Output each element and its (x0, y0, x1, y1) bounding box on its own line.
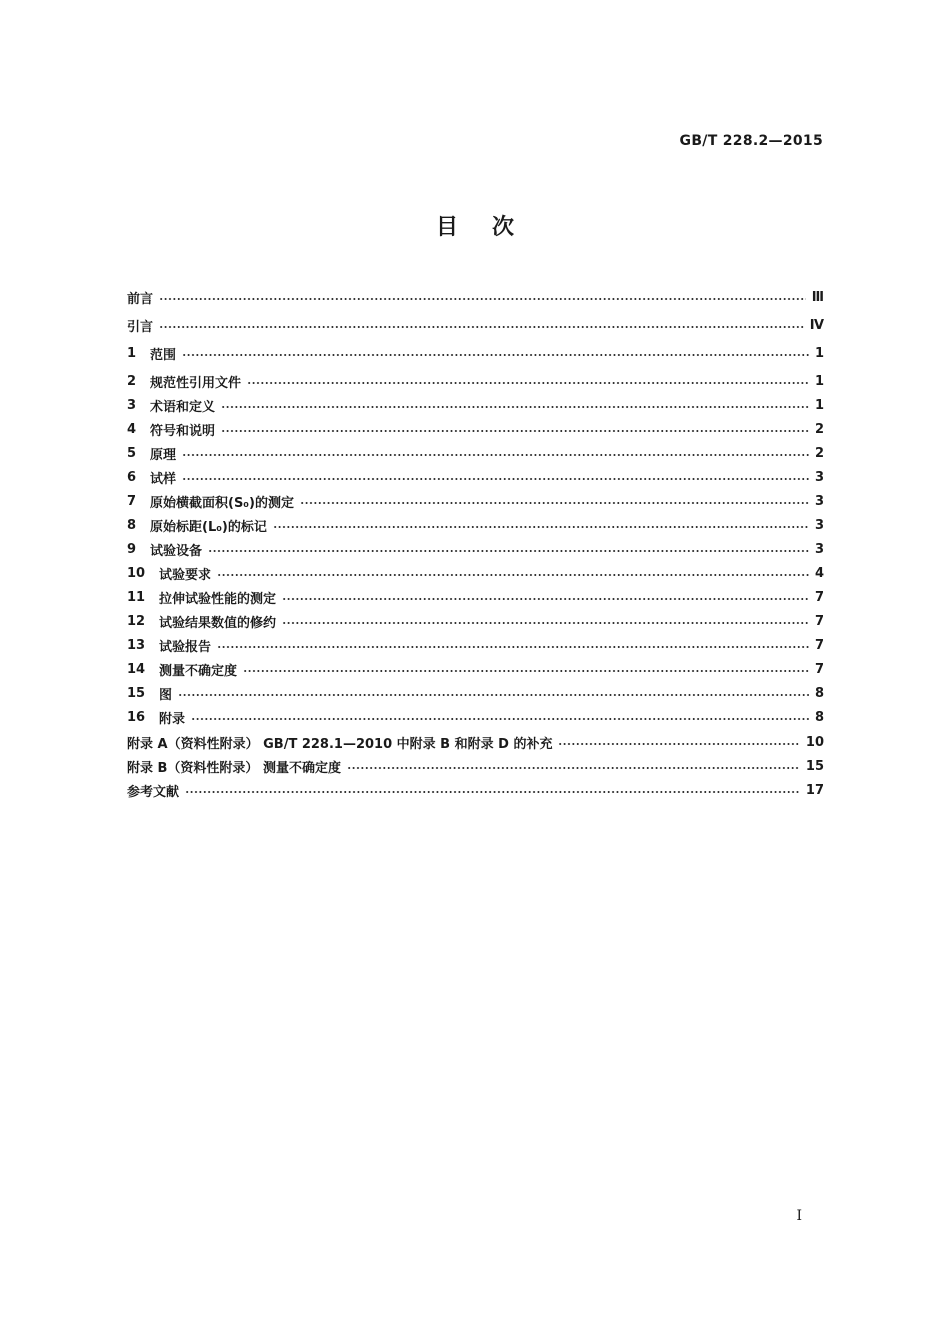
toc-page-number: 1 (814, 373, 824, 389)
toc-entry-text: 原始横截面积(S₀)的测定 (150, 495, 294, 511)
toc-entry-7[interactable] (127, 490, 824, 512)
toc-entry-13[interactable] (127, 634, 824, 656)
toc-entry-number: 11 (127, 589, 146, 605)
toc-page-number: 10 (805, 734, 824, 750)
toc-entry-number: 7 (127, 493, 137, 509)
toc-dot-leader (558, 743, 799, 745)
toc-dot-leader (282, 598, 809, 600)
toc-dot-leader (221, 406, 809, 408)
toc-dot-leader (282, 622, 809, 624)
toc-page-number: 8 (814, 709, 824, 725)
toc-entry-text: 原理 (150, 447, 177, 463)
toc-entry-10[interactable] (127, 562, 824, 584)
toc-entry-16[interactable] (127, 706, 824, 728)
toc-entry-number: 13 (127, 637, 146, 653)
toc-entry-annex-a[interactable] (127, 731, 824, 753)
toc-entry-6[interactable] (127, 466, 824, 488)
toc-entry-text: 试验报告 (159, 639, 212, 655)
toc-entry-text: 附录 A（资料性附录） GB/T 228.1—2010 中附录 B 和附录 D 的补充 (127, 736, 553, 752)
toc-entry-text: 参考文献 (127, 784, 180, 800)
toc-page-number: 2 (814, 445, 824, 461)
toc-entry-number: 16 (127, 709, 146, 725)
toc-dot-leader (191, 718, 809, 720)
toc-entry-2[interactable] (127, 370, 824, 392)
toc-entry-3[interactable] (127, 394, 824, 416)
toc-dot-leader (243, 670, 809, 672)
toc-entry-number: 9 (127, 541, 137, 557)
toc-page-number: 7 (814, 661, 824, 677)
toc-entry-text: 范围 (150, 347, 177, 363)
toc-entry-text: 附录 (159, 711, 186, 727)
toc-dot-leader (182, 478, 809, 480)
toc-entry-annex-b[interactable] (127, 755, 824, 777)
toc-dot-leader (217, 646, 809, 648)
toc-page-number: Ⅳ (809, 317, 824, 333)
toc-dot-leader (347, 767, 800, 769)
toc-entry-text: 试验结果数值的修约 (159, 615, 277, 631)
toc-entry-15[interactable] (127, 682, 824, 704)
toc-page-number: 7 (814, 637, 824, 653)
toc-entry-text: 前言 (127, 291, 154, 307)
toc-page-number: 1 (814, 345, 824, 361)
toc-page-number: 3 (814, 493, 824, 509)
toc-entry-number: 5 (127, 445, 137, 461)
toc-dot-leader (273, 526, 809, 528)
title-char-1: 目 (435, 215, 458, 240)
toc-entry-number: 1 (127, 345, 137, 361)
toc-dot-leader (178, 694, 809, 696)
toc-dot-leader (217, 574, 809, 576)
toc-entry-text: 术语和定义 (150, 399, 216, 415)
page-number: I (796, 1208, 802, 1224)
toc-entry-text: 附录 B（资料性附录） 测量不确定度 (127, 760, 341, 776)
toc-entry-number: 8 (127, 517, 137, 533)
toc-entry-1[interactable] (127, 342, 824, 364)
toc-entry-9[interactable] (127, 538, 824, 560)
toc-page-number: 3 (814, 469, 824, 485)
page-title (0, 210, 950, 241)
toc-dot-leader (159, 326, 804, 328)
toc-dot-leader (221, 430, 809, 432)
toc-entry-text: 试样 (150, 471, 177, 487)
toc-entry-foreword[interactable] (127, 286, 824, 308)
toc-entry-number: 6 (127, 469, 137, 485)
toc-entry-12[interactable] (127, 610, 824, 632)
toc-page-number: 2 (814, 421, 824, 437)
title-char-2: 次 (492, 215, 515, 240)
toc-entry-text: 试验要求 (159, 567, 212, 583)
toc-entry-number: 2 (127, 373, 137, 389)
toc-dot-leader (300, 502, 809, 504)
toc-entry-text: 符号和说明 (150, 423, 216, 439)
toc-entry-text: 规范性引用文件 (150, 375, 242, 391)
toc-entry-text: 图 (159, 687, 173, 703)
toc-entry-text: 拉伸试验性能的测定 (159, 591, 277, 607)
toc-dot-leader (247, 382, 809, 384)
toc-entry-text: 试验设备 (150, 543, 203, 559)
toc-entry-text: 原始标距(L₀)的标记 (150, 519, 267, 535)
toc-entry-number: 15 (127, 685, 146, 701)
toc-page-number: 7 (814, 613, 824, 629)
toc-entry-number: 10 (127, 565, 146, 581)
toc-entry-5[interactable] (127, 442, 824, 464)
toc-page-number: 1 (814, 397, 824, 413)
toc-entry-number: 14 (127, 661, 146, 677)
toc-entry-bibliography[interactable] (127, 779, 824, 801)
toc-page-number: 3 (814, 541, 824, 557)
toc-entry-4[interactable] (127, 418, 824, 440)
toc-page-number: 7 (814, 589, 824, 605)
toc-entry-text: 测量不确定度 (159, 663, 238, 679)
toc-dot-leader (185, 791, 800, 793)
toc-entry-11[interactable] (127, 586, 824, 608)
toc-entry-introduction[interactable] (127, 314, 824, 336)
toc-page-number: 8 (814, 685, 824, 701)
toc-page-number: 15 (805, 758, 824, 774)
toc-dot-leader (159, 298, 806, 300)
toc-entry-text: 引言 (127, 319, 154, 335)
toc-page-number: 17 (805, 782, 824, 798)
toc-entry-number: 12 (127, 613, 146, 629)
toc-page-number: Ⅲ (811, 289, 824, 305)
toc-entry-14[interactable] (127, 658, 824, 680)
toc-entry-number: 4 (127, 421, 137, 437)
toc-dot-leader (182, 354, 809, 356)
standard-number: GB/T 228.2—2015 (679, 133, 823, 149)
toc-page-number: 3 (814, 517, 824, 533)
toc-dot-leader (208, 550, 809, 552)
toc-page-number: 4 (814, 565, 824, 581)
toc-entry-number: 3 (127, 397, 137, 413)
toc-dot-leader (182, 454, 809, 456)
toc-entry-8[interactable] (127, 514, 824, 536)
